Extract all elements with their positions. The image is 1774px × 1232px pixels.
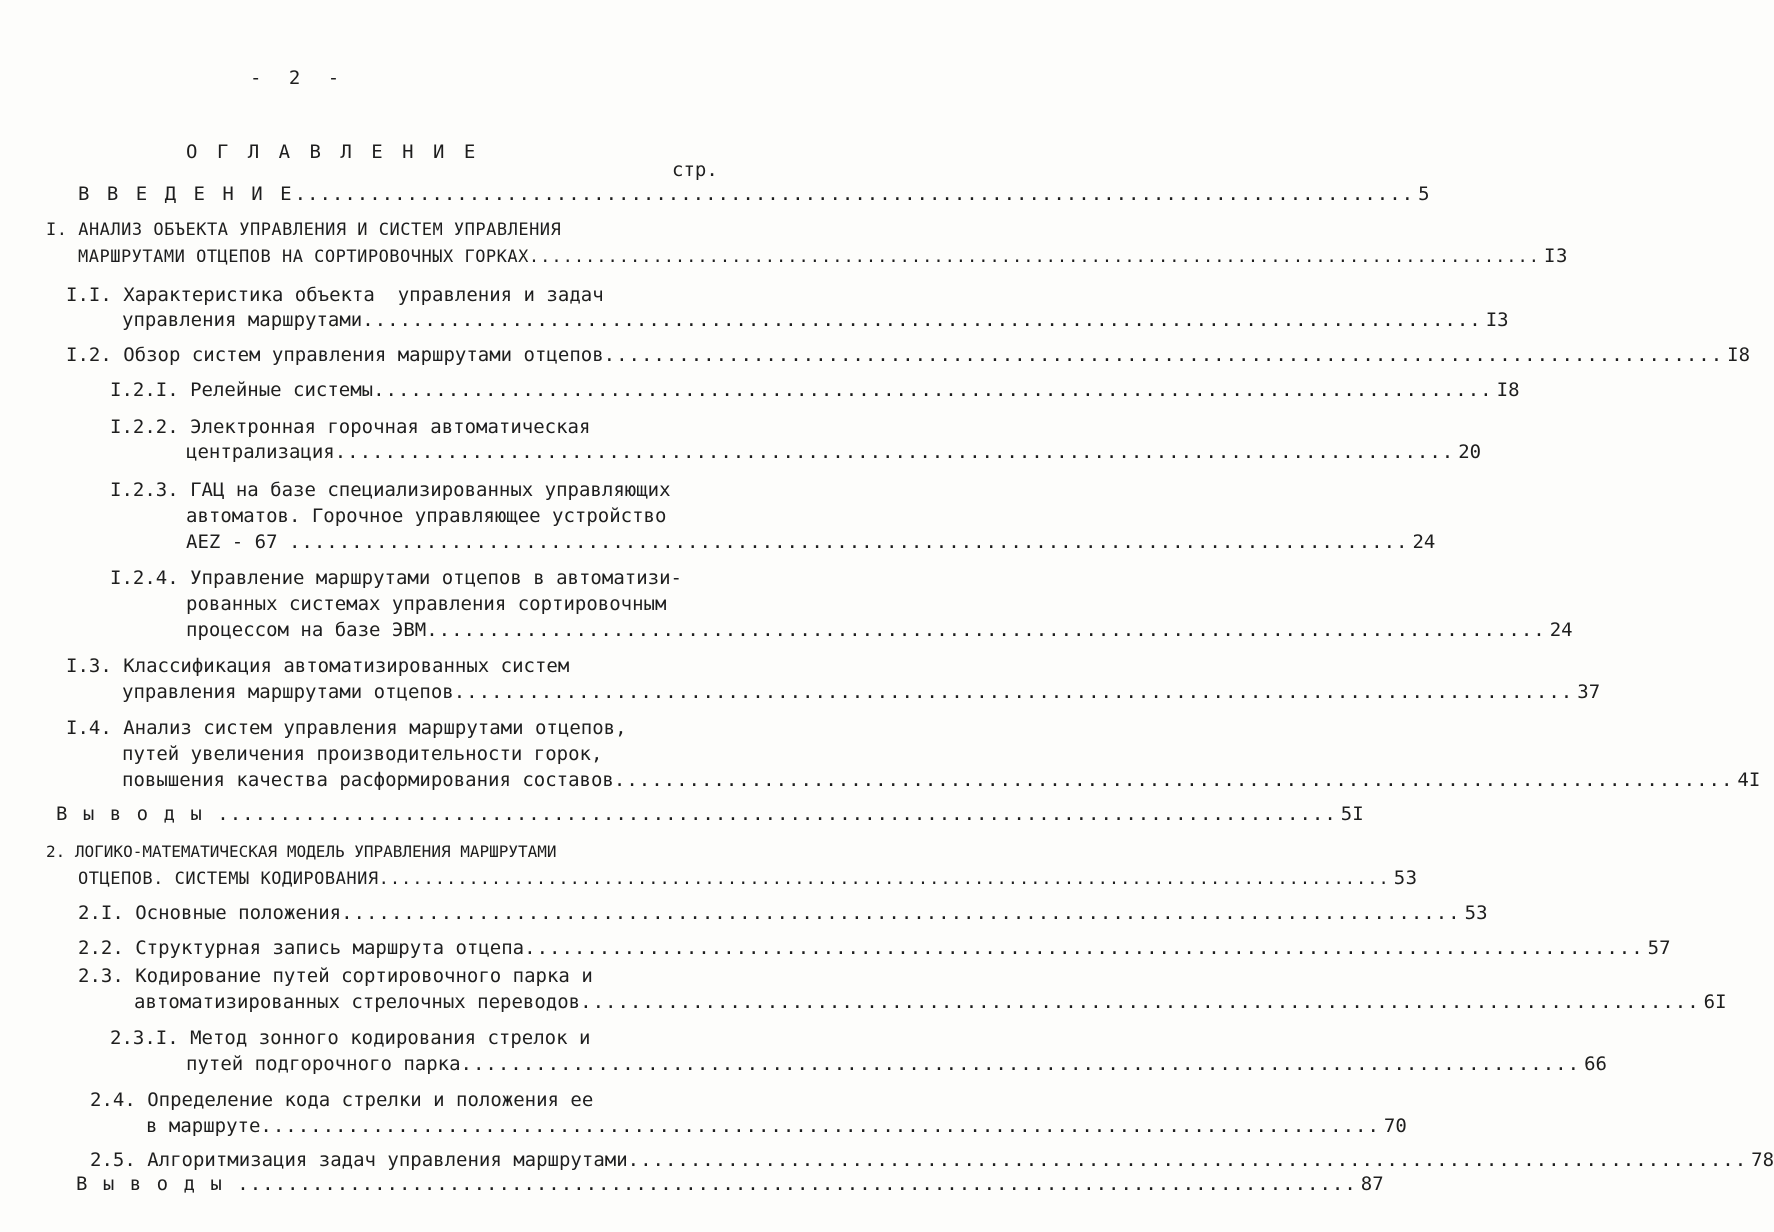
toc-section-2-4[interactable]: [146, 1114, 1407, 1138]
toc-entry-text: путей подгорочного парка: [186, 1053, 461, 1075]
toc-page-number: 20: [1458, 441, 1482, 463]
toc-page-number: I3: [1544, 245, 1568, 267]
toc-page-number: 6I: [1703, 991, 1727, 1013]
dot-leader: ..........................................................................................: [217, 803, 1337, 825]
toc-entry-text: 2.I. Основные положения: [78, 902, 342, 924]
toc-page-number: 37: [1577, 681, 1601, 703]
toc-section-2-1[interactable]: [78, 901, 1488, 925]
toc-entry-text: В В Е Д Е Н И Е: [78, 183, 295, 205]
dot-leader: ..........................................................................................: [378, 869, 1390, 889]
dot-leader: ..........................................................................................: [288, 531, 1409, 553]
toc-entry-text: АЕZ - 67: [186, 531, 289, 553]
toc-section-2-3-1-line1[interactable]: 2.3.I. Метод зонного кодирования стрелок и: [110, 1027, 591, 1049]
toc-section-1-4[interactable]: [122, 768, 1761, 792]
dot-leader: ..........................................................................................: [334, 441, 1455, 463]
toc-section-1-2-4[interactable]: [186, 618, 1573, 642]
toc-entry-text: автоматизированных стрелочных переводов: [134, 991, 581, 1013]
toc-entry-text: в маршруте: [146, 1115, 261, 1137]
toc-entry-text: I.2. Обзор систем управления маршрутами отцепов: [66, 344, 604, 366]
toc-section-1-3[interactable]: [122, 680, 1601, 704]
toc-page-number: 4I: [1737, 769, 1761, 791]
toc-section-1-2-4-line2[interactable]: рованных системах управления сортировочным: [186, 593, 667, 615]
toc-entry-text: управления маршрутами: [122, 309, 363, 331]
toc-entry-text: I.2.I. Релейные системы: [110, 379, 374, 401]
toc-section-1-4-line2[interactable]: путей увеличения производительности горок,: [122, 743, 603, 765]
dot-leader: ..........................................................................................: [373, 379, 1493, 401]
toc-conclusions-1[interactable]: [56, 802, 1364, 826]
toc-section-1-1-line1[interactable]: I.I. Характеристика объекта управления и задач: [66, 284, 604, 306]
dot-leader: ..........................................................................................: [627, 1149, 1748, 1171]
toc-chapter-2[interactable]: [78, 866, 1418, 891]
toc-section-2-4-line1[interactable]: 2.4. Определение кода стрелки и положения ее: [90, 1089, 594, 1111]
toc-section-1-2-3-line1[interactable]: I.2.3. ГАЦ на базе специализированных управляющих: [110, 479, 671, 501]
toc-page-number: 5: [1418, 183, 1430, 205]
toc-page-number: 87: [1360, 1173, 1384, 1195]
dot-leader: ..........................................................................................: [260, 1115, 1380, 1137]
page-title: О Г Л А В Л Е Н И Е: [186, 141, 480, 163]
toc-section-1-2-3-line2[interactable]: автоматов. Горочное управляющее устройство: [186, 505, 667, 527]
toc-page-number: 70: [1383, 1115, 1407, 1137]
toc-page-number: I8: [1727, 344, 1751, 366]
page-column-label: стр.: [672, 159, 718, 181]
toc-page-number: I3: [1485, 309, 1509, 331]
toc-section-1-1[interactable]: [122, 308, 1509, 332]
toc-entry-text: В ы в о д ы: [76, 1173, 238, 1195]
dot-leader: ..........................................................................................: [453, 681, 1574, 703]
toc-conclusions-2[interactable]: [76, 1172, 1384, 1196]
toc-section-1-2-2[interactable]: [186, 440, 1482, 464]
toc-section-2-2[interactable]: [78, 936, 1671, 960]
toc-section-1-2-3[interactable]: [186, 530, 1436, 554]
dot-leader: ..........................................................................................: [237, 1173, 1357, 1195]
toc-entry-text: МАРШРУТАМИ ОТЦЕПОВ НА СОРТИРОВОЧНЫХ ГОРКАХ: [78, 247, 529, 267]
dot-leader: ..........................................................................................: [580, 991, 1700, 1013]
toc-page-number: 5I: [1340, 803, 1364, 825]
toc-entry-text: централизация: [186, 441, 335, 463]
toc-entry-text: 2.2. Структурная запись маршрута отцепа: [78, 937, 525, 959]
dot-leader: ..........................................................................................: [460, 1053, 1581, 1075]
toc-section-2-3-1[interactable]: [186, 1052, 1607, 1076]
dot-leader: ..........................................................................................: [528, 247, 1541, 267]
toc-entry-text: ОТЦЕПОВ. СИСТЕМЫ КОДИРОВАНИЯ: [78, 869, 379, 889]
toc-page-number: 53: [1464, 902, 1488, 924]
toc-section-1-2[interactable]: [66, 343, 1751, 367]
dot-leader: ..........................................................................................: [524, 937, 1644, 959]
toc-section-2-3[interactable]: [134, 990, 1727, 1014]
toc-entry-intro[interactable]: [78, 182, 1430, 206]
toc-page-number: 53: [1393, 867, 1418, 889]
toc-page-number: 24: [1412, 531, 1436, 553]
toc-page-number: I8: [1496, 379, 1520, 401]
dot-leader: ..........................................................................................: [341, 902, 1461, 924]
toc-section-1-2-2-line1[interactable]: I.2.2. Электронная горочная автоматическая: [110, 416, 591, 438]
toc-entry-text: процессом на базе ЭВМ: [186, 619, 427, 641]
toc-chapter-1[interactable]: [78, 244, 1568, 269]
toc-page-number: 57: [1647, 937, 1671, 959]
dot-leader: ..........................................................................................: [603, 344, 1724, 366]
toc-section-2-5[interactable]: [90, 1148, 1774, 1172]
page-number: - 2 -: [250, 67, 348, 89]
toc-section-1-2-1[interactable]: [110, 378, 1520, 402]
toc-page-number: 24: [1549, 619, 1573, 641]
dot-leader: ..........................................................................................: [362, 309, 1482, 331]
toc-page-number: 78: [1751, 1149, 1774, 1171]
toc-chapter-2-line1[interactable]: 2. ЛОГИКО-МАТЕМАТИЧЕСКАЯ МОДЕЛЬ УПРАВЛЕНИЯ МАРШРУТАМИ: [46, 842, 557, 861]
dot-leader: ..........................................................................................: [294, 183, 1415, 205]
dot-leader: ..........................................................................................: [426, 619, 1546, 641]
toc-chapter-1-line1[interactable]: I. АНАЛИЗ ОБЪЕКТА УПРАВЛЕНИЯ И СИСТЕМ УПРАВЛЕНИЯ: [46, 220, 562, 240]
dot-leader: ..........................................................................................: [613, 769, 1734, 791]
toc-entry-text: управления маршрутами отцепов: [122, 681, 454, 703]
toc-section-2-3-line1[interactable]: 2.3. Кодирование путей сортировочного парка и: [78, 965, 593, 987]
toc-section-1-2-4-line1[interactable]: I.2.4. Управление маршрутами отцепов в автоматизи-: [110, 567, 682, 589]
toc-section-1-4-line1[interactable]: I.4. Анализ систем управления маршрутами отцепов,: [66, 717, 627, 739]
toc-page-number: 66: [1584, 1053, 1607, 1075]
toc-entry-text: 2.5. Алгоритмизация задач управления маршрутами: [90, 1149, 628, 1171]
toc-entry-text: В ы в о д ы: [56, 803, 218, 825]
toc-entry-text: повышения качества расформирования составов: [122, 769, 614, 791]
toc-section-1-3-line1[interactable]: I.3. Классификация автоматизированных систем: [66, 655, 570, 677]
